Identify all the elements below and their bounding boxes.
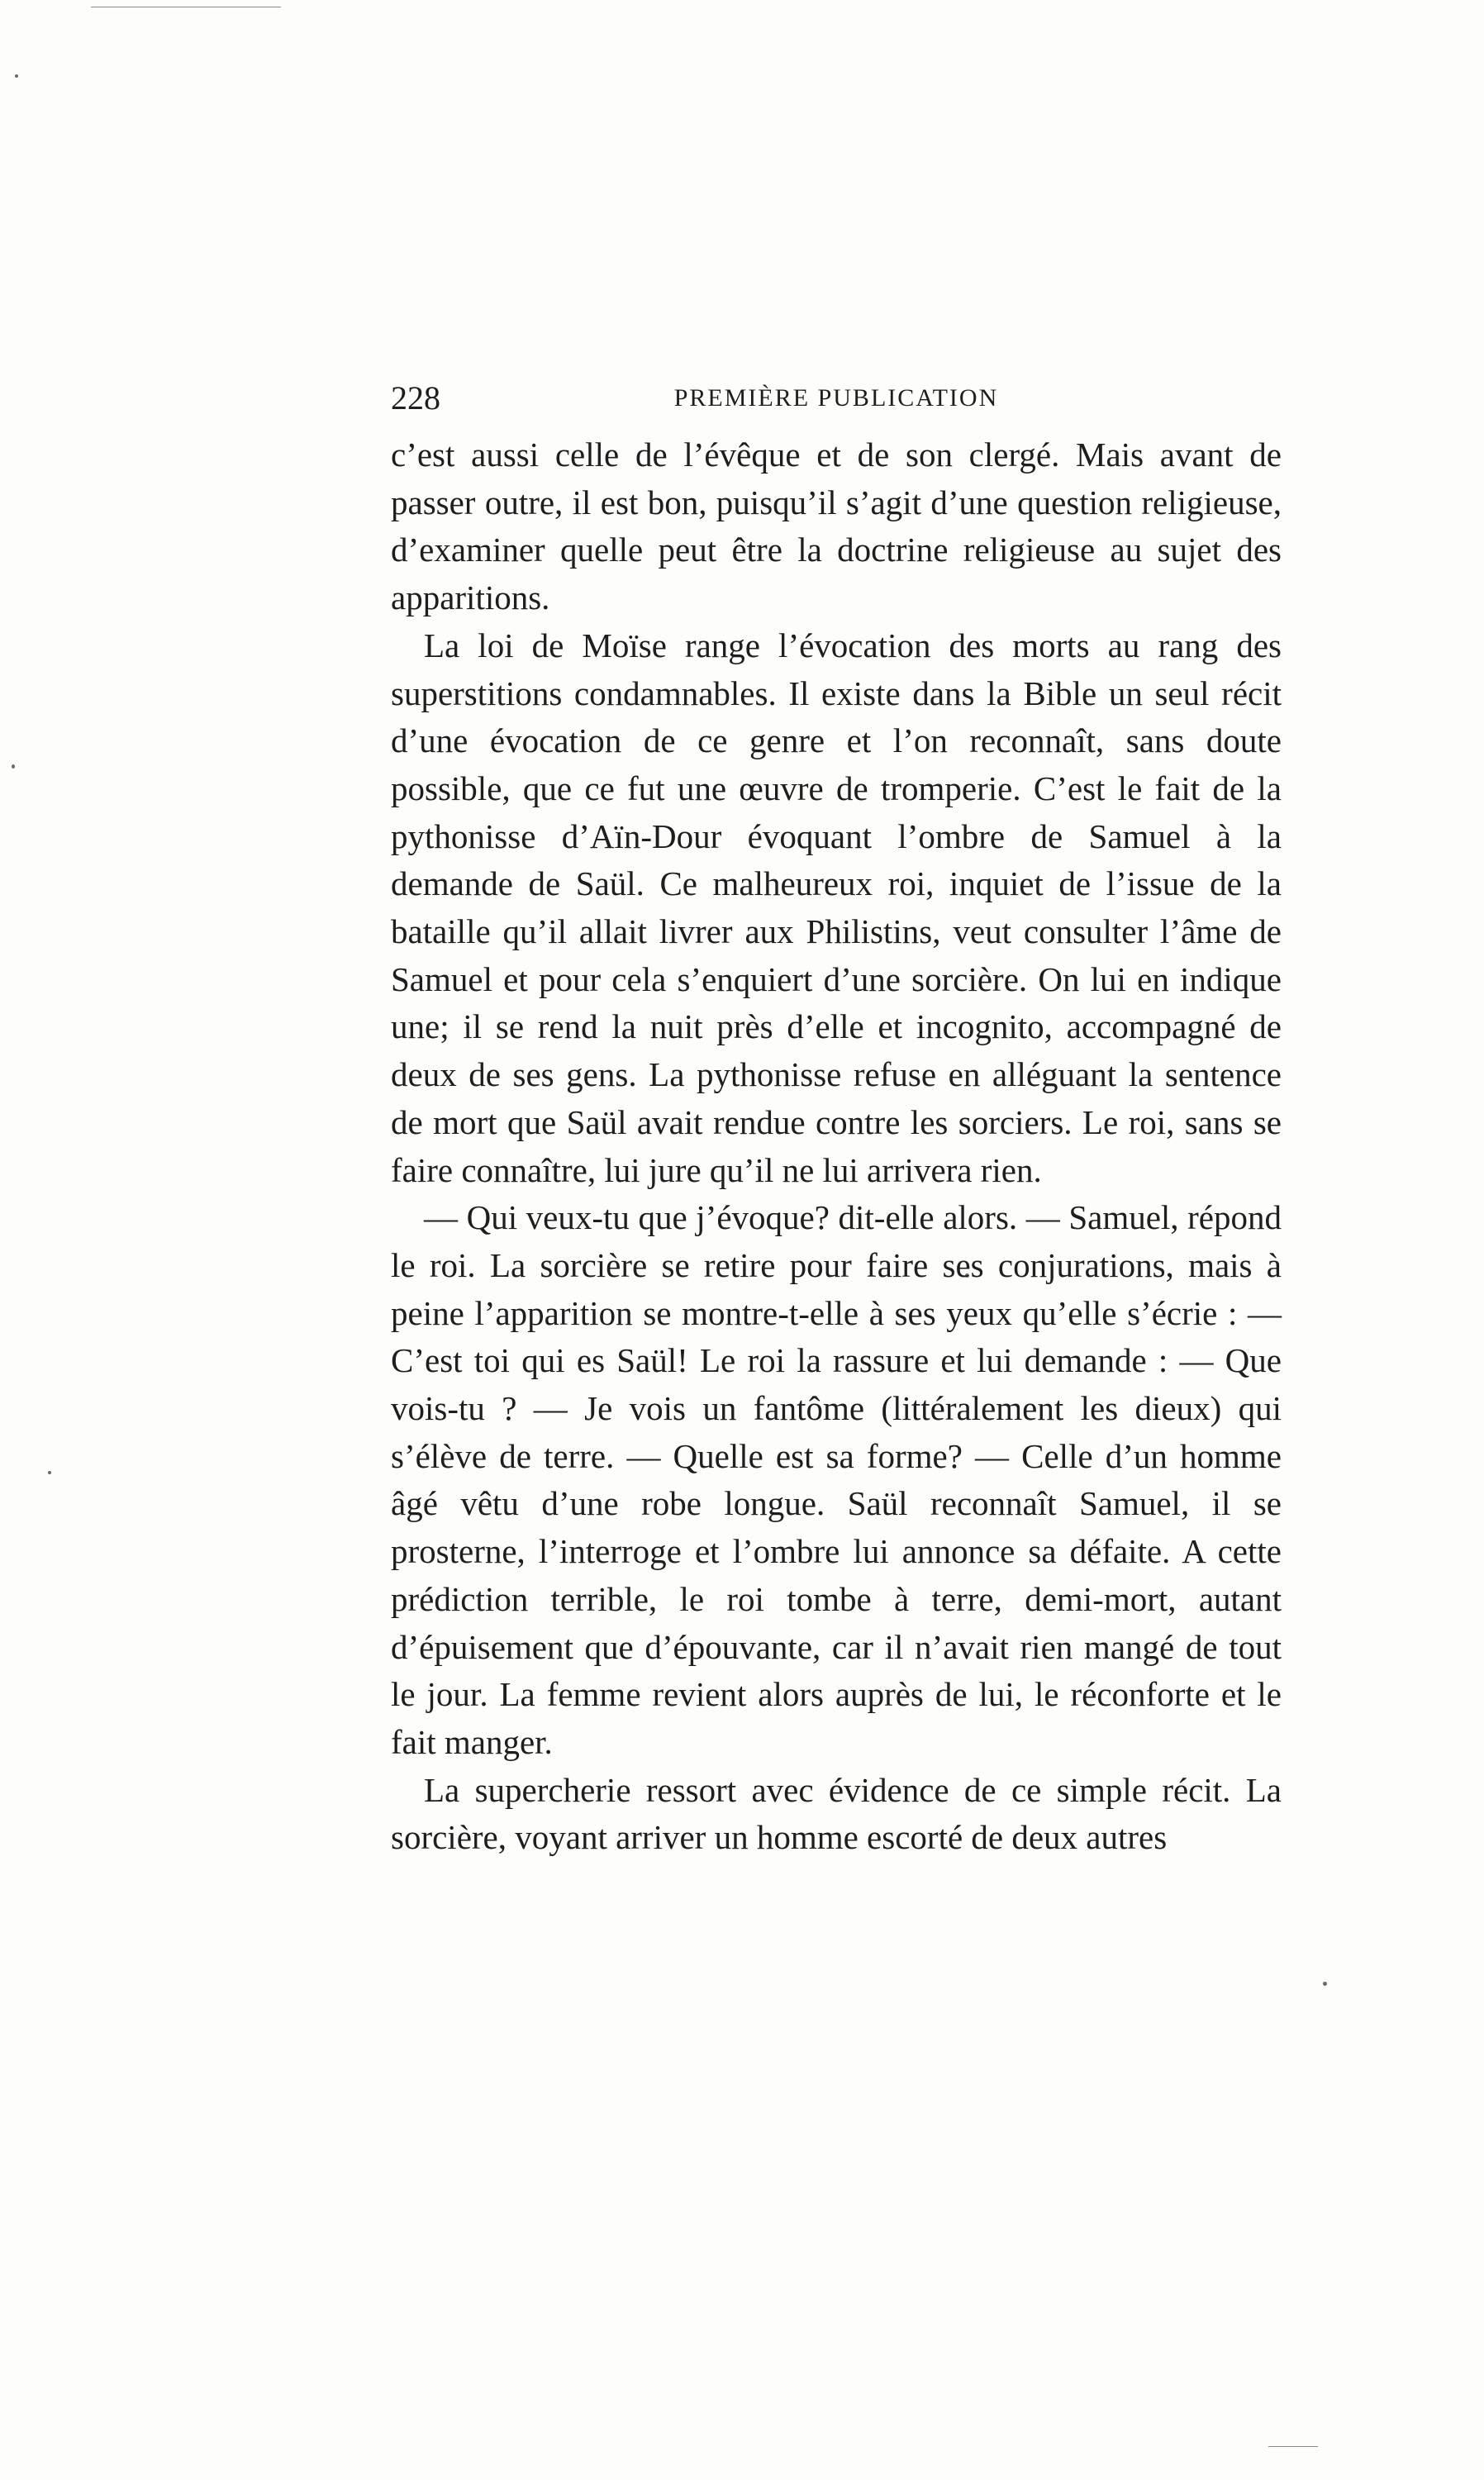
running-header <box>391 374 1282 423</box>
scan-speck <box>48 1471 51 1474</box>
body-text <box>391 431 1282 1862</box>
paragraph: — Qui veux-tu que j’évoque? dit-elle alors. — Samuel, répond le roi. La sorcière se retire pour faire ses conjurations, mais à peine l’apparition se montre-t-elle à ses yeux qu’elle s’écrie : — C’est toi qui es Saül! Le roi la rassure et lui demande : — Que vois-tu ? — Je vois un fantôme (littéralement les dieux) qui s’élève de terre. — Quelle est sa forme? — Celle d’un homme âgé vêtu d’une robe longue. Saül reconnaît Samuel, il se prosterne, l’interroge et l’ombre lui annonce sa défaite. A cette prédiction terrible, le roi tombe à terre, demi-mort, autant d’épuisement que d’épouvante, car il n’avait rien mangé de tout le jour. La femme revient alors auprès de lui, le réconforte et le fait manger. <box>391 1198 1282 1761</box>
paragraph-continued: c’est aussi celle de l’évêque et de son clergé. Mais avant de passer outre, il est bon, puisqu’il s’agit d’une question religieuse, d’examiner quelle peut être la doctrine religieuse au sujet des apparitions. <box>391 436 1282 617</box>
scan-mark-bottom <box>1268 2446 1318 2447</box>
paragraph: La supercherie ressort avec évidence de ce simple récit. La sorcière, voyant arriver un homme escorté de deux autres <box>391 1770 1282 1857</box>
scan-speck <box>1323 1982 1327 1986</box>
scan-speck <box>12 764 15 769</box>
page-number: 228 <box>391 379 440 417</box>
running-title: PREMIÈRE PUBLICATION <box>673 384 999 412</box>
page-content <box>391 374 1282 1862</box>
scan-speck <box>15 74 18 78</box>
paragraph: La loi de Moïse range l’évocation des morts au rang des superstitions condamnables. Il existe dans la Bible un seul récit d’une évocation de ce genre et l’on reconnaît, sans doute possible, que ce fut une œuvre de tromperie. C’est le fait de la pythonisse d’Aïn-Dour évoquant l’ombre de Samuel à la demande de Saül. Ce malheureux roi, inquiet de l’issue de la bataille qu’il allait livrer aux Philistins, veut consulter l’âme de Samuel et pour cela s’enquiert d’une sorcière. On lui en indique une; il se rend la nuit près d’elle et incognito, accompagné de deux de ses gens. La pythonisse refuse en alléguant la sentence de mort que Saül avait rendue contre les sorciers. Le roi, sans se faire connaître, lui jure qu’il ne lui arrivera rien. <box>391 626 1282 1189</box>
